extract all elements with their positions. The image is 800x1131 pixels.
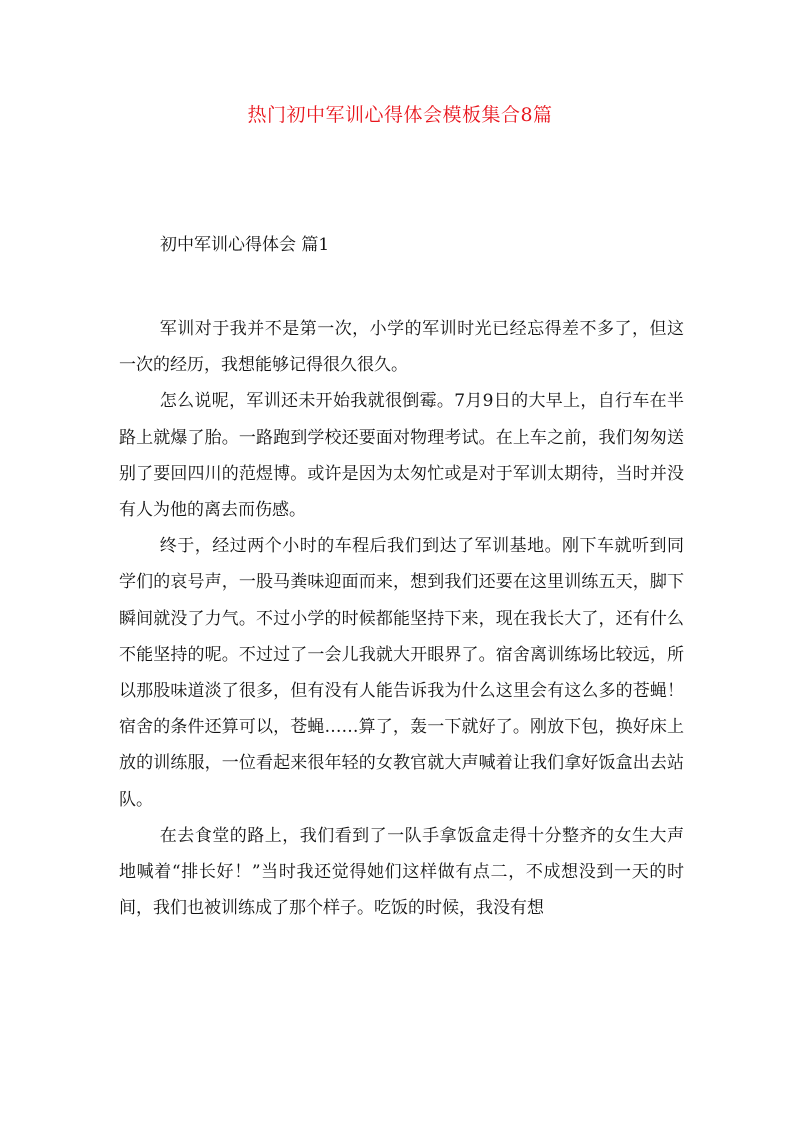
document-body [119, 311, 684, 926]
document-title: 热门初中军训心得体会模板集合8篇 [247, 104, 553, 126]
paragraph: 怎么说呢，军训还未开始我就很倒霉。7月9日的大早上，自行车在半路上就爆了胎。一路跑到学校还要面对物理考试。在上车之前，我们匆匆送别了要回四川的范煜博。或许是因为太匆忙或是对于军训太期待，当时并没有人为他的离去而伤感。 [119, 391, 684, 521]
section-heading: 初中军训心得体会 篇1 [160, 235, 330, 255]
paragraph: 军训对于我并不是第一次，小学的军训时光已经忘得差不多了，但这一次的经历，我想能够记得很久很久。 [119, 319, 684, 376]
paragraph: 终于，经过两个小时的车程后我们到达了军训基地。刚下车就听到同学们的哀号声，一股马粪味迎面而来，想到我们还要在这里训练五天，脚下瞬间就没了力气。不过小学的时候都能坚持下来，现在我长大了，还有什么不能坚持的呢。不过过了一会儿我就大开眼界了。宿舍离训练场比较远，所以那股味道淡了很多，但有没有人能告诉我为什么这里会有这么多的苍蝇！宿舍的条件还算可以，苍蝇……算了，轰一下就好了。刚放下包，换好床上放的训练服，一位看起来很年轻的女教官就大声喊着让我们拿好饭盒出去站队。 [119, 536, 684, 810]
paragraph: 在去食堂的路上，我们看到了一队手拿饭盒走得十分整齐的女生大声地喊着“排长好！”当时我还觉得她们这样做有点二，不成想没到一天的时间，我们也被训练成了那个样子。吃饭的时候，我没有想 [119, 825, 684, 919]
